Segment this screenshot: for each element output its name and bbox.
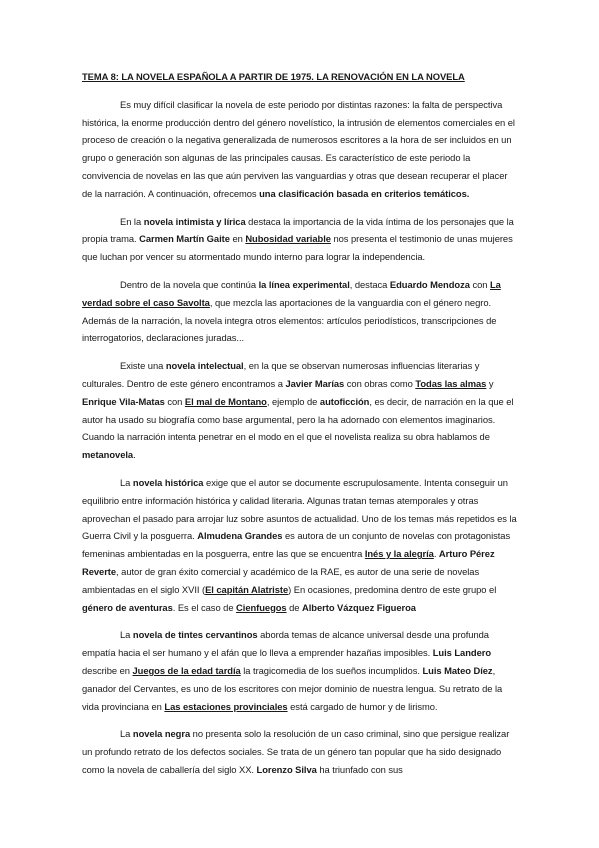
bold-text: novela histórica bbox=[132, 476, 204, 488]
bold-text: Almudena Grandes bbox=[197, 530, 283, 542]
paragraph bbox=[82, 357, 518, 464]
work-title: Todas las almas bbox=[415, 377, 487, 389]
work-title: La verdad sobre el caso Savolta bbox=[82, 278, 501, 308]
text-run: está cargado de humor y de lirismo. bbox=[287, 700, 438, 712]
text-run: , destaca bbox=[349, 278, 390, 290]
text-run: describe en bbox=[82, 664, 133, 676]
text-run: ) En ocasiones, predomina dentro de este grupo el bbox=[288, 583, 497, 595]
paragraph bbox=[82, 276, 518, 347]
text-run: aborda temas de alcance universal desde una profunda empatía hacia el ser humano y el afán que lo lleva a emprender hazañas imposibles. bbox=[82, 629, 489, 659]
text-run: La bbox=[120, 629, 133, 641]
text-run: La bbox=[120, 476, 133, 488]
bold-text: Carmen Martín Gaite bbox=[139, 233, 230, 245]
text-run: con obras como bbox=[344, 377, 416, 389]
text-run: nos presenta el testimonio de unas mujeres que luchan por vencer su atormentado mundo interno para lograr la independencia. bbox=[82, 233, 513, 263]
work-title: Cienfuegos bbox=[236, 601, 287, 613]
bold-text: Javier Marías bbox=[285, 377, 345, 389]
text-run: es autora de un conjunto de novelas con protagonistas femeninas ambientadas en la posguerra, entre las que se encuentra bbox=[82, 530, 511, 560]
text-run: no presenta solo la resolución de un caso criminal, sino que persigue realizar un profundo retrato de los defectos sociales. Se trata de un género tan popular que ha sido designado como la novela de caballería del siglo XX. bbox=[82, 728, 510, 775]
bold-text: novela de tintes cervantinos bbox=[132, 629, 258, 641]
text-run: ha triunfado con sus bbox=[316, 763, 403, 775]
work-title: Nubosidad variable bbox=[245, 233, 331, 245]
paragraph bbox=[82, 725, 518, 778]
text-run: Dentro de la novela que continúa bbox=[120, 278, 259, 290]
text-run: , ganador del Cervantes, es uno de los escritores con mejor dominio de nuestra lengua. Su retrato de la vida provinciana en bbox=[82, 664, 503, 712]
bold-text: Arturo Pérez Reverte bbox=[82, 548, 495, 577]
text-run: Es muy difícil clasificar la novela de este periodo por distintas razones: la falta de perspectiva histórica, la enorme producción dentro del género novelístico, la intrusión de elementos comerciales en el proceso de creación o la negativa generalizada de numerosos escritores a la hora de ser incluidos en un grupo o generación son algunas de las principales causas. Es característico de este periodo la convivencia de novelas en las que aún perviven las vanguardias y otras que desean recuperar el placer de la narración. A continuación, ofrecemos bbox=[82, 98, 515, 199]
paragraph bbox=[82, 474, 518, 616]
paragraph bbox=[82, 626, 518, 715]
document-body bbox=[82, 68, 518, 789]
bold-text: novela negra bbox=[132, 728, 191, 740]
text-run: La bbox=[120, 728, 133, 740]
paragraph bbox=[82, 213, 518, 266]
text-run: con bbox=[469, 278, 490, 290]
text-run: , ejemplo de bbox=[266, 395, 320, 407]
text-run: . Es el caso de bbox=[172, 601, 237, 613]
bold-text: la línea experimental bbox=[258, 278, 350, 290]
work-title: El mal de Montano bbox=[184, 395, 267, 407]
text-run: , que mezcla las aportaciones de la vanguardia con el género negro. Además de la narración, la novela integra otros elementos: artículos periodísticos, transcripciones de interrogatorios, declaraciones juradas... bbox=[82, 296, 497, 344]
paragraph bbox=[82, 96, 518, 203]
bold-text: metanovela bbox=[82, 449, 134, 461]
work-title: El capitán Alatriste bbox=[205, 583, 289, 595]
text-run: la tragicomedia de los sueños incumplidos. bbox=[240, 664, 423, 676]
bold-text: Enrique Vila-Matas bbox=[82, 395, 165, 407]
text-run: , autor de gran éxito comercial y académico de la RAE, es autor de una serie de novelas ambientadas en el siglo XVII ( bbox=[82, 565, 480, 595]
work-title: Juegos de la edad tardía bbox=[132, 664, 241, 676]
bold-text: Luis Landero bbox=[432, 647, 492, 659]
bold-text: género de aventuras bbox=[82, 601, 173, 613]
text-run: con bbox=[164, 395, 185, 407]
text-run: En la bbox=[120, 215, 144, 227]
text-run: . bbox=[433, 548, 439, 560]
work-title: Inés y la alegría bbox=[364, 548, 434, 560]
bold-text: Lorenzo Silva bbox=[256, 763, 317, 775]
paragraphs-container bbox=[82, 96, 518, 779]
text-run: y bbox=[486, 377, 494, 389]
work-title: Las estaciones provinciales bbox=[164, 700, 288, 712]
text-run: , en la que se observan numerosas influencias literarias y culturales. Dentro de este género encontramos a bbox=[82, 360, 480, 389]
bold-text: autoficción bbox=[319, 395, 370, 407]
text-run: en bbox=[229, 233, 246, 245]
bold-text: novela intelectual bbox=[165, 360, 244, 372]
bold-text: una clasificación basada en criterios temáticos. bbox=[259, 187, 470, 199]
bold-text: Eduardo Mendoza bbox=[389, 278, 470, 290]
text-run: . bbox=[133, 449, 136, 461]
text-run: exige que el autor se documente escrupulosamente. Intenta conseguir un equilibrio entre información histórica y calidad literaria. Algunas tratan temas atemporales y otras aprovechan el pasado para arrojar luz sobre asuntos de actualidad. Uno de los temas más repetidos es la Guerra Civil y la posguerra. bbox=[82, 476, 517, 542]
bold-text: Alberto Vázquez Figueroa bbox=[302, 601, 416, 613]
bold-text: Luis Mateo Díez bbox=[422, 664, 493, 676]
text-run: Existe una bbox=[120, 360, 166, 372]
text-run: , es decir, de narración en la que el autor ha usado su biografía como base argumental, pero la ha adornado con elementos imaginarios. Cuando la narración intenta penetrar en el modo en el que el novelista realiza su obra hablamos de bbox=[82, 395, 514, 443]
text-run: destaca la importancia de la vida íntima de los personajes que la propia trama. bbox=[82, 215, 514, 245]
text-run: de bbox=[286, 601, 303, 613]
document-title: TEMA 8: LA NOVELA ESPAÑOLA A PARTIR DE 1975. LA RENOVACIÓN EN LA NOVELA bbox=[82, 71, 465, 82]
bold-text: novela intimista y lírica bbox=[143, 215, 246, 227]
